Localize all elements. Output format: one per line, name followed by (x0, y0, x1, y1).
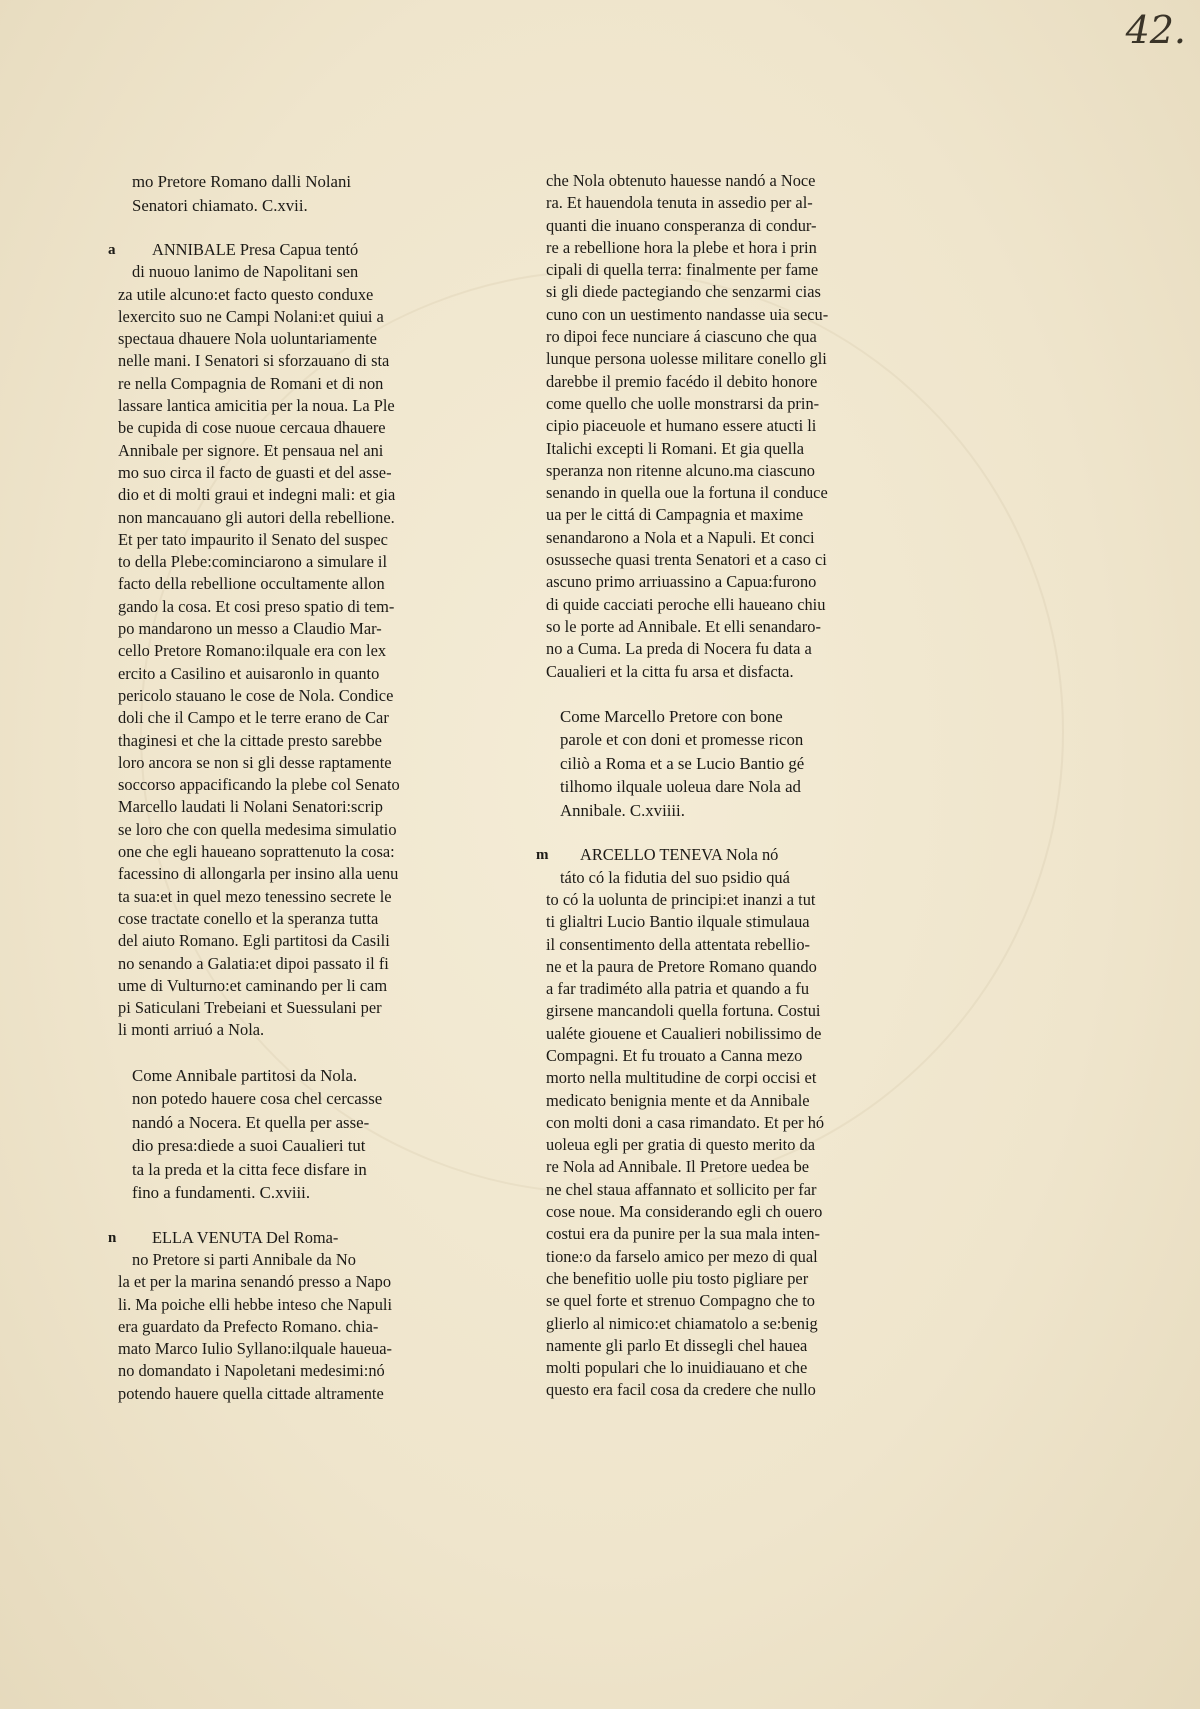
text-line: Annibale. C.xviiii. (560, 800, 685, 820)
text-line: one che egli haueano soprattenuto la cosa: (118, 842, 395, 862)
text-line: ercito a Casilino et auisaronlo in quanto (118, 663, 380, 683)
text-line: mo suo circa il facto de guasti et del asse- (118, 462, 392, 482)
text-line: la et per la marina senandó presso a Napo (118, 1272, 392, 1292)
text-line: si gli diede pactegiando che senzarmi cias (546, 282, 821, 302)
text-line: medicato benignia mente et da Annibale (546, 1090, 810, 1110)
text-line: il consentimento della attentata rebellio- (546, 934, 810, 954)
text-line: facessino di allongarla per insino alla uenu (118, 864, 399, 884)
text-line: nandó a Nocera. Et quella per asse- (132, 1112, 370, 1132)
text-line: no domandato i Napoletani medesimi:nó (118, 1361, 385, 1381)
text-line: Annibale per signore. Et pensaua nel ani (118, 440, 384, 460)
text-line: re a rebellione hora la plebe et hora i prin (546, 237, 817, 257)
text-line: namente gli parlo Et dissegli chel hauea (546, 1335, 808, 1355)
text-line: ta la preda et la citta fece disfare in (132, 1159, 367, 1179)
text-line: ne et la paura de Pretore Romano quando (546, 956, 817, 976)
guide-letter: n (108, 1229, 117, 1246)
text-line: a far tradiméto alla patria et quando a fu (546, 979, 810, 999)
body-lines (546, 844, 876, 1401)
text-line: darebbe il premio facédo il debito honore (546, 371, 818, 391)
heading-line: Senatori chiamato. C.xvii. (132, 195, 308, 215)
text-line: li monti arriuó a Nola. (118, 1020, 265, 1040)
body-lines (118, 239, 448, 1042)
text-line: ascuno primo arriuassino a Capua:furono (546, 572, 817, 592)
text-line: se quel forte et strenuo Compagno che to (546, 1291, 816, 1311)
text-line: fino a fundamenti. C.xviii. (132, 1183, 311, 1203)
text-line: questo era facil cosa da credere che nullo (546, 1380, 816, 1400)
text-line: con molti doni a casa rimandato. Et per hó (546, 1112, 825, 1132)
right-column (536, 170, 876, 1402)
text-line: lexercito suo ne Campi Nolani:et quiui a (118, 306, 384, 326)
text-line: girsene mancandoli quella fortuna. Costui (546, 1001, 821, 1021)
text-line: ta sua:et in quel mezo tenessino secrete le (118, 886, 392, 906)
text-line: lunque persona uolesse militare conello gli (546, 349, 827, 369)
body-lines (118, 1227, 448, 1405)
text-line: soccorso appacificando la plebe col Senato (118, 775, 400, 795)
text-line: pericolo stauano le cose de Nola. Condice (118, 685, 394, 705)
text-line: ti glialtri Lucio Bantio ilquale stimulaua (546, 912, 810, 932)
text-line: ualéte giouene et Caualieri nobilissimo de (546, 1023, 822, 1043)
heading-lines (132, 1064, 448, 1205)
text-line: Italichi excepti li Romani. Et gia quella (546, 438, 805, 458)
chapter-heading-18 (118, 1064, 448, 1205)
text-line: era guardato da Prefecto Romano. chia- (118, 1316, 379, 1336)
text-line: del aiuto Romano. Egli partitosi da Casili (118, 931, 390, 951)
text-line: di quide cacciati peroche elli haueano chiu (546, 594, 826, 614)
text-line: cello Pretore Romano:ilquale era con lex (118, 641, 387, 661)
text-line: dio presa:diede a suoi Caualieri tut (132, 1136, 366, 1156)
text-line: ra. Et hauendola tenuta in assedio per al- (546, 193, 813, 213)
text-line: facto della rebellione occultamente allon (118, 574, 385, 594)
text-line: no senando a Galatia:et dipoi passato il fi (118, 953, 389, 973)
text-line: cose noue. Ma considerando egli ch ouero (546, 1202, 823, 1222)
text-line: re nella Compagnia de Romani et di non (118, 373, 384, 393)
text-line: li. Ma poiche elli hebbe inteso che Napuli (118, 1294, 393, 1314)
text-line: spectaua dhauere Nola uoluntariamente (118, 329, 377, 349)
text-line: to có la uolunta de principi:et inanzi a tut (546, 889, 816, 909)
text-line: cuno con un uestimento nandasse uia secu- (546, 304, 829, 324)
text-line: Come Annibale partitosi da Nola. (132, 1065, 358, 1085)
text-line: cose tractate conello et la speranza tutta (118, 908, 379, 928)
text-line: ua per le cittá di Campagnia et maxime (546, 505, 804, 525)
text-line: re Nola ad Annibale. Il Pretore uedea be (546, 1157, 810, 1177)
text-line: quanti die inuano consperanza di condur- (546, 215, 817, 235)
text-line: cipio piaceuole et humano essere atucti li (546, 416, 817, 436)
body-lines (546, 170, 876, 683)
folio-number: 42. (1125, 8, 1186, 52)
text-line: se loro che con quella medesima simulatio (118, 819, 397, 839)
guide-letter: a (108, 242, 116, 258)
text-line: speranza non ritenne alcuno.ma ciascuno (546, 460, 815, 480)
text-line: za utile alcuno:et facto questo conduxe (118, 284, 374, 304)
text-line: senandarono a Nola et a Napuli. Et conci (546, 527, 815, 547)
text-line: non potedo hauere cosa chel cercasse (132, 1089, 383, 1109)
text-line: tilhomo ilquale uoleua dare Nola ad (560, 777, 801, 797)
text-line: gando la cosa. Et cosi preso spatio di tem- (118, 596, 395, 616)
text-line: non mancauano gli autori della rebellione. (118, 507, 395, 527)
chapter-heading-19 (546, 705, 876, 823)
text-line: Come Marcello Pretore con bone (560, 706, 783, 726)
text-line: osusseche quasi trenta Senatori et a caso ci (546, 550, 827, 570)
text-line: ARCELLO TENEVA Nola nó (580, 845, 779, 865)
heading-lines (560, 705, 876, 823)
text-line: no a Cuma. La preda di Nocera fu data a (546, 639, 812, 659)
text-line: po mandarono un messo a Claudio Mar- (118, 619, 382, 639)
text-line: dio et di molti graui et indegni mali: et gia (118, 485, 396, 505)
text-line: nelle mani. I Senatori si sforzauano di sta (118, 351, 390, 371)
text-line: lassare lantica amicitia per la noua. La Ple (118, 396, 395, 416)
text-line: to della Plebe:cominciarono a simulare il (118, 552, 387, 572)
text-line: ELLA VENUTA Del Roma- (152, 1227, 339, 1247)
chapter-18-continued (546, 170, 876, 683)
text-line: mato Marco Iulio Syllano:ilquale haueua- (118, 1339, 393, 1359)
left-column (108, 170, 448, 1405)
text-line: ne chel staua affannato et sollicito per far (546, 1179, 817, 1199)
text-line: no Pretore si parti Annibale da No (132, 1249, 356, 1269)
text-line: Marcello laudati li Nolani Senatori:scrip (118, 797, 383, 817)
text-line: pi Saticulani Trebeiani et Suessulani per (118, 998, 382, 1018)
text-line: táto có la fidutia del suo psidio quá (560, 867, 790, 887)
text-line: Compagni. Et fu trouato a Canna mezo (546, 1046, 803, 1065)
chapter-heading-17 (118, 170, 448, 217)
text-line: thaginesi et che la cittade presto sarebbe (118, 730, 382, 750)
text-line: so le porte ad Annibale. Et elli senandaro- (546, 616, 821, 636)
text-line: doli che il Campo et le terre erano de Car (118, 708, 389, 728)
text-line: ANNIBALE Presa Capua tentó (152, 240, 359, 259)
heading-line: mo Pretore Romano dalli Nolani (132, 172, 352, 191)
text-line: ro dipoi fece nunciare á ciascuno che qua (546, 327, 817, 347)
text-line: ume di Vulturno:et caminando per li cam (118, 975, 388, 995)
chapter-17-body (108, 239, 448, 1042)
chapter-18-body (108, 1227, 448, 1405)
text-line: cipali di quella terra: finalmente per fame (546, 260, 819, 280)
text-line: di nuouo lanimo de Napolitani sen (132, 262, 359, 282)
text-line: senando in quella oue la fortuna il conduce (546, 483, 828, 503)
text-line: glierlo al nimico:et chiamatolo a se:benig (546, 1313, 818, 1333)
text-line: potendo hauere quella cittade altramente (118, 1383, 384, 1403)
text-line: parole et con doni et promesse ricon (560, 730, 804, 750)
text-line: loro ancora se non si gli desse raptamente (118, 752, 392, 772)
text-line: come quello che uolle monstrarsi da prin- (546, 393, 820, 413)
text-line: Caualieri et la citta fu arsa et disfacta. (546, 661, 794, 681)
text-line: uoleua egli per gratia di questo merito da (546, 1135, 815, 1155)
text-line: che Nola obtenuto hauesse nandó a Noce (546, 171, 816, 190)
chapter-19-body (536, 844, 876, 1401)
text-line: molti populari che lo inuidiauano et che (546, 1358, 808, 1378)
text-line: be cupida di cose nuoue cercaua dhauere (118, 418, 386, 438)
text-line: Et per tato impaurito il Senato del suspec (118, 529, 388, 549)
text-line: tione:o da farselo amico per mezo di qual (546, 1246, 818, 1266)
text-line: che benefitio uolle piu tosto pigliare per (546, 1268, 809, 1288)
text-line: morto nella multitudine de corpi occisi et (546, 1068, 817, 1088)
guide-letter: m (536, 847, 549, 864)
text-line: ciliò a Roma et a se Lucio Bantio gé (560, 753, 805, 773)
text-line: costui era da punire per la sua mala inten- (546, 1224, 820, 1244)
